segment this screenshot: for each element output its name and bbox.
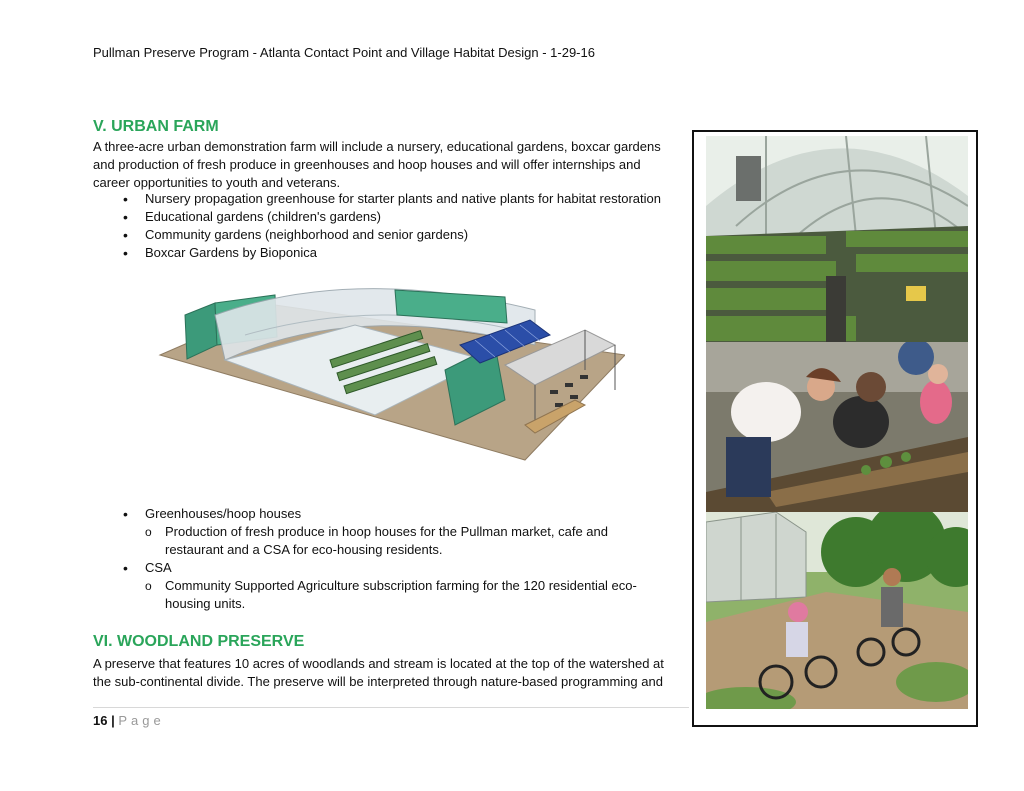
footer-divider [93,707,689,708]
list-item-label: CSA [145,560,172,575]
list-item [123,505,643,559]
boxcar-garden-illustration [155,275,625,475]
page-separator: | [111,713,115,728]
urban-farm-intro: A three-acre urban demonstration farm will include a nursery, educational gardens, boxcar gardens and production of fresh produce in greenhouses and hoop houses and will offer internships and career opportunities to youth and veterans. [93,139,661,190]
list-item: • Nursery propagation greenhouse for starter plants and native plants for habitat restoration [123,190,661,208]
section-title-woodland-preserve: VI. WOODLAND PRESERVE [93,633,305,650]
list-item: • Community gardens (neighborhood and senior gardens) [123,226,661,244]
page-footer [93,713,165,728]
bike-riding-photo [706,512,968,709]
urban-farm-bullet-list [123,190,661,262]
children-gardening-photo [706,342,968,512]
list-item [123,559,643,613]
photo-collage-frame [692,130,978,727]
sub-list-item: o Community Supported Agriculture subscription farming for the 120 residential eco-housing units. [123,577,643,613]
woodland-preserve-intro: A preserve that features 10 acres of woodlands and stream is located at the top of the watershed at the sub-continental divide. The preserve will be interpreted through nature-based programming and [93,656,664,689]
document-header: Pullman Preserve Program - Atlanta Contact Point and Village Habitat Design - 1-29-16 [93,45,595,60]
urban-farm-bullet-list-2 [123,505,643,613]
greenhouse-nursery-photo [706,136,968,346]
list-item: • Boxcar Gardens by Bioponica [123,244,661,262]
list-item-label: Greenhouses/hoop houses [145,506,302,521]
section-title-urban-farm: V. URBAN FARM [93,118,219,135]
sub-list-item: o Production of fresh produce in hoop houses for the Pullman market, cafe and restaurant and a CSA for eco-housing residents. [123,523,643,559]
list-item: • Educational gardens (children's gardens) [123,208,661,226]
page-number: 16 [93,713,108,728]
page-word: Page [118,713,165,728]
